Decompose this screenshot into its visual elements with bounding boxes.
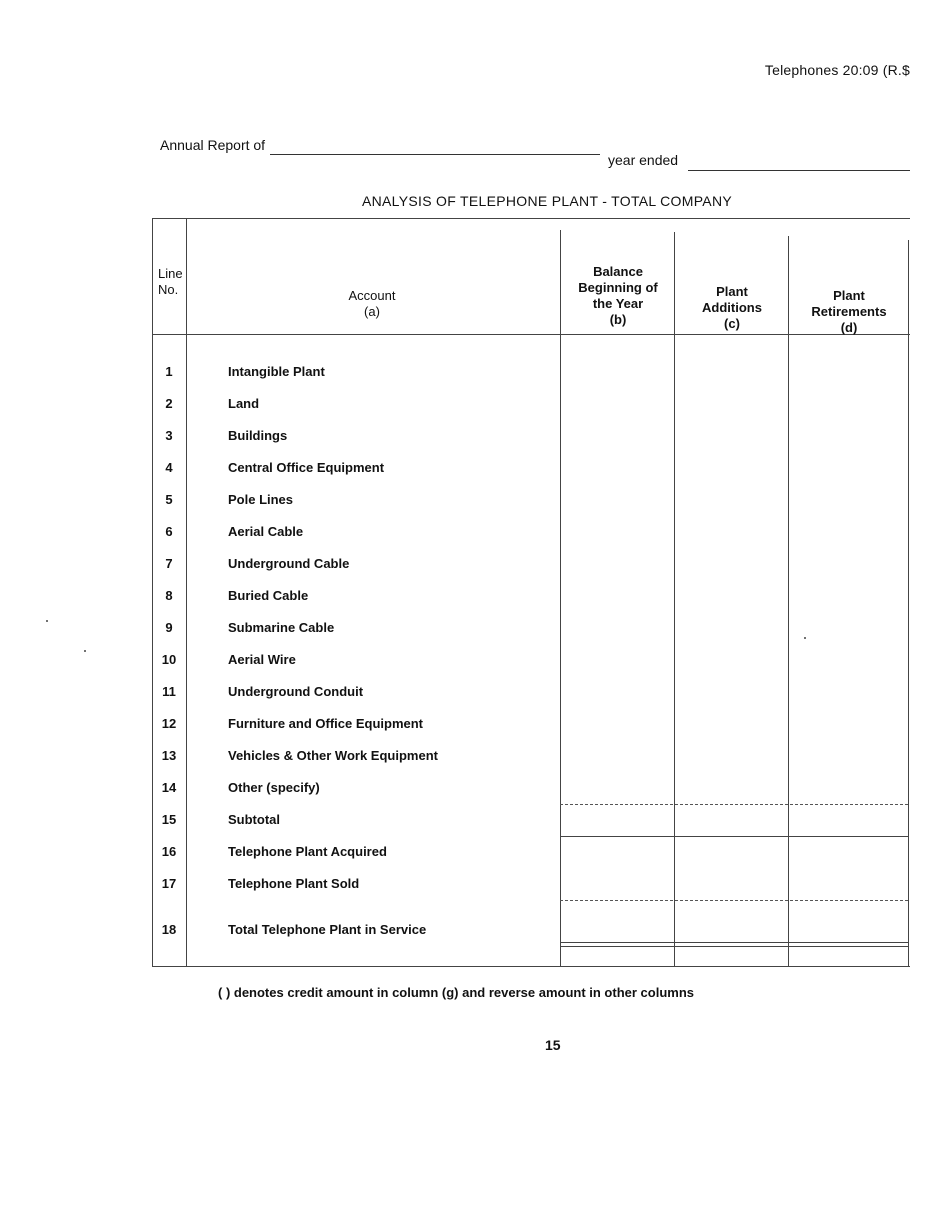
account-label: Submarine Cable (228, 620, 335, 635)
table-row (152, 524, 910, 546)
table-row (152, 588, 910, 610)
line-no-header: Line No. (158, 266, 183, 297)
page-title: ANALYSIS OF TELEPHONE PLANT - TOTAL COMPANY (362, 193, 732, 209)
account-label: Telephone Plant Acquired (228, 844, 387, 859)
table-row (152, 716, 910, 738)
credit-footnote: ( ) denotes credit amount in column (g) and reverse amount in other columns (218, 985, 694, 1000)
table-row (152, 364, 910, 386)
table-row (152, 652, 910, 674)
line-number: 1 (165, 364, 173, 379)
table-row (152, 922, 910, 944)
table-row (152, 748, 910, 770)
account-label: Furniture and Office Equipment (228, 716, 424, 731)
table-row (152, 812, 910, 834)
line-number: 4 (165, 460, 173, 475)
scan-speck (84, 650, 86, 652)
line-number: 14 (161, 780, 177, 795)
account-label: Underground Conduit (228, 684, 364, 699)
table-row (152, 780, 910, 802)
table-row (152, 492, 910, 514)
table-row (152, 428, 910, 450)
retirements-header: Plant Retirements (d) (811, 288, 887, 335)
account-label: Total Telephone Plant in Service (228, 922, 427, 937)
table-row (152, 684, 910, 706)
table-top-border (152, 218, 910, 219)
line-number: 7 (165, 556, 173, 571)
table-row (152, 620, 910, 642)
table-row (152, 460, 910, 482)
form-reference: Telephones 20:09 (R.$ (764, 62, 910, 78)
subtotal-bottom-rule (560, 836, 908, 837)
account-label: Aerial Wire (228, 652, 296, 667)
account-label: Underground Cable (228, 556, 350, 571)
plant-analysis-table (152, 218, 910, 968)
line-number: 8 (165, 588, 173, 603)
year-ended-field[interactable] (688, 170, 910, 171)
total-double-rule-2 (560, 946, 908, 947)
line-number: 15 (161, 812, 177, 827)
line-number: 5 (165, 492, 173, 507)
line-number: 18 (161, 922, 177, 937)
account-label: Subtotal (228, 812, 280, 827)
account-label: Vehicles & Other Work Equipment (228, 748, 438, 763)
line-number: 6 (165, 524, 173, 539)
table-row (152, 876, 910, 898)
line-number: 13 (161, 748, 177, 763)
account-label: Central Office Equipment (228, 460, 385, 475)
account-label: Aerial Cable (228, 524, 304, 539)
line-number: 12 (161, 716, 177, 731)
account-label: Buried Cable (228, 588, 309, 603)
account-label: Intangible Plant (228, 364, 325, 379)
page-number: 15 (545, 1037, 561, 1053)
line-number: 10 (161, 652, 177, 667)
line-number: 3 (165, 428, 173, 443)
total-top-rule (560, 900, 908, 901)
table-row (152, 396, 910, 418)
account-header: Account (a) (348, 288, 396, 319)
additions-header: Plant Additions (c) (702, 284, 762, 331)
annual-report-label: Annual Report of (160, 137, 266, 153)
balance-header: Balance Beginning of the Year (b) (578, 264, 658, 327)
table-row (152, 556, 910, 578)
line-number: 17 (161, 876, 177, 891)
company-name-field[interactable] (270, 154, 600, 155)
account-label: Land (228, 396, 260, 411)
year-ended-label: year ended (608, 152, 679, 168)
account-label: Other (specify) (228, 780, 320, 795)
line-number: 11 (162, 684, 176, 699)
scan-speck (46, 620, 48, 622)
line-number: 2 (165, 396, 173, 411)
table-row (152, 844, 910, 866)
account-label: Buildings (228, 428, 288, 443)
account-label: Telephone Plant Sold (228, 876, 360, 891)
line-number: 9 (165, 620, 173, 635)
table-bottom-border (152, 966, 910, 967)
account-label: Pole Lines (228, 492, 294, 507)
line-number: 16 (161, 844, 177, 859)
scan-speck (804, 637, 806, 639)
subtotal-rule (560, 804, 908, 805)
